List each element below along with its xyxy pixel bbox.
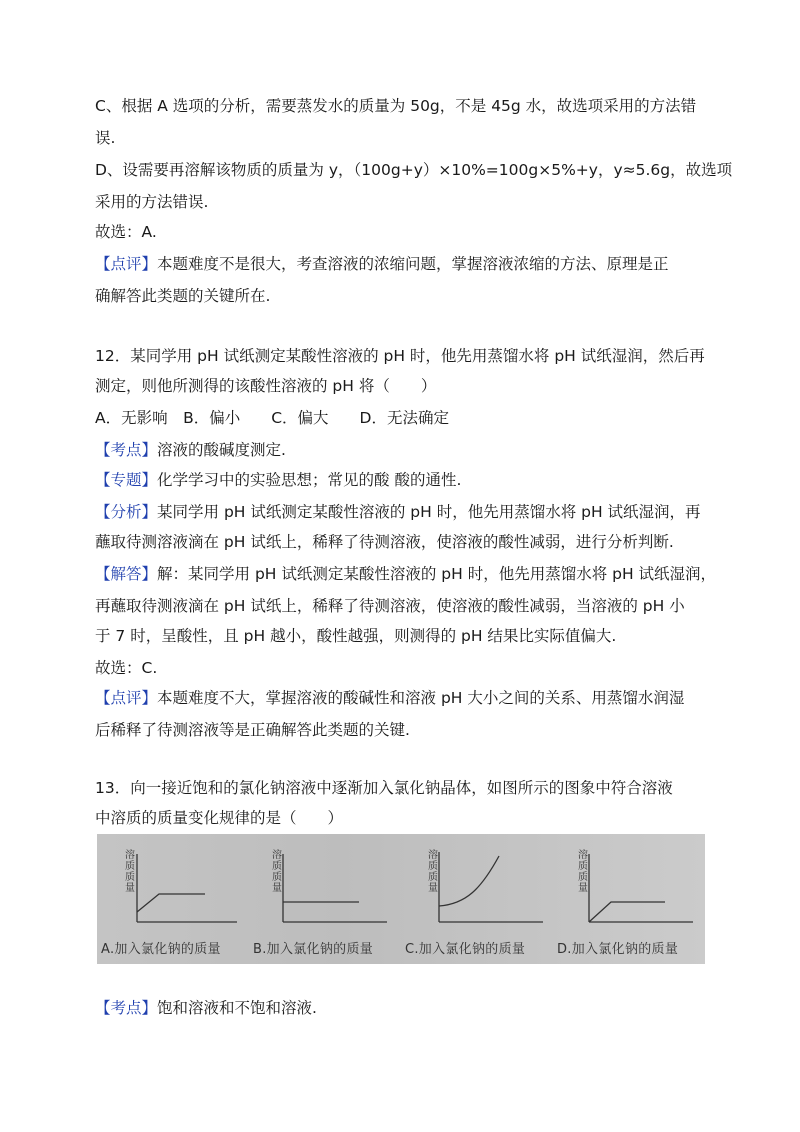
kaodian-text: 饱和溶液和不饱和溶液.	[157, 999, 317, 1017]
jieda-12-line-2: 再蘸取待测液滴在 pH 试纸上，稀释了待测溶液，使溶液的酸性减弱，当溶液的 pH 小	[95, 597, 685, 615]
fenxi-text: 某同学用 pH 试纸测定某酸性溶液的 pH 时，他先用蒸馏水将 pH 试纸湿润，再	[157, 503, 701, 521]
y-axis-label: 溶 质 质 量	[428, 850, 438, 894]
kaodian-12	[95, 438, 286, 462]
jieda-12-line-1	[95, 562, 716, 586]
y-axis-label: 溶 质 质 量	[125, 850, 135, 894]
graph-panel-d	[553, 834, 705, 964]
option-c-line-2: 误.	[95, 129, 116, 147]
graph-panel-b	[249, 834, 401, 964]
graph-panel-a	[97, 834, 249, 964]
comment-tag: 【点评】	[95, 689, 158, 707]
graph-b-caption: B.加入氯化钠的质量	[253, 942, 374, 957]
graph-options-photo	[97, 834, 705, 964]
graph-a-caption: A.加入氯化钠的质量	[101, 942, 221, 957]
comment-text: 本题难度不是很大，考查溶液的浓缩问题，掌握溶液浓缩的方法、原理是正	[157, 255, 669, 273]
kaodian-text: 溶液的酸碱度测定.	[157, 441, 286, 459]
option-c-line-1: C、根据 A 选项的分析，需要蒸发水的质量为 50g，不是 45g 水，故选项采用的方法错	[95, 97, 697, 115]
comment-text: 本题难度不大，掌握溶液的酸碱性和溶液 pH 大小之间的关系、用蒸馏水润湿	[157, 689, 685, 707]
jieda-tag: 【解答】	[95, 565, 158, 583]
graph-c-caption: C.加入氯化钠的质量	[405, 942, 526, 957]
jieda-text: 解：某同学用 pH 试纸测定某酸性溶液的 pH 时，他先用蒸馏水将 pH 试纸湿润，	[157, 565, 717, 583]
y-axis-label: 溶 质 质 量	[578, 850, 588, 894]
question-12-options: A．无影响 B．偏小 C．偏大 D．无法确定	[95, 409, 449, 427]
comment-11-line-1	[95, 252, 669, 276]
option-d-line-2: 采用的方法错误.	[95, 193, 209, 211]
comment-11-line-2: 确解答此类题的关键所在.	[95, 287, 271, 305]
jieda-12-line-3: 于 7 时，呈酸性，且 pH 越小，酸性越强，则测得的 pH 结果比实际值偏大.	[95, 627, 617, 645]
fenxi-12-line-2: 蘸取待测溶液滴在 pH 试纸上，稀释了待测溶液，使溶液的酸性减弱，进行分析判断.	[95, 533, 674, 551]
comment-tag: 【点评】	[95, 255, 158, 273]
question-12-line-2: 测定，则他所测得的该酸性溶液的 pH 将（ ）	[95, 377, 437, 395]
option-d-line-1: D、设需要再溶解该物质的质量为 y，（100g+y）×10%=100g×5%+y，y≈5.6g，故选项	[95, 161, 733, 179]
fenxi-12-line-1	[95, 500, 701, 524]
graph-panel-c	[401, 834, 553, 964]
question-13-line-1: 13．向一接近饱和的氯化钠溶液中逐渐加入氯化钠晶体，如图所示的图象中符合溶液	[95, 779, 673, 797]
question-12-line-1: 12．某同学用 pH 试纸测定某酸性溶液的 pH 时，他先用蒸馏水将 pH 试纸湿润，然后再	[95, 347, 705, 365]
kaodian-13	[95, 996, 317, 1020]
comment-12-line-2: 后稀释了待测溶液等是正确解答此类题的关键.	[95, 721, 410, 739]
answer-line-12: 故选：C.	[95, 659, 158, 677]
kaodian-tag: 【考点】	[95, 999, 158, 1017]
kaodian-tag: 【考点】	[95, 441, 158, 459]
zhuanti-text: 化学学习中的实验思想；常见的酸 酸的通性.	[157, 471, 462, 489]
zhuanti-tag: 【专题】	[95, 471, 158, 489]
answer-line-11: 故选：A.	[95, 223, 157, 241]
zhuanti-12	[95, 468, 461, 492]
y-axis-label: 溶 质 质 量	[272, 850, 282, 894]
comment-12-line-1	[95, 686, 684, 710]
graph-d-caption: D.加入氯化钠的质量	[557, 942, 679, 957]
fenxi-tag: 【分析】	[95, 503, 158, 521]
question-13-line-2: 中溶质的质量变化规律的是（ ）	[95, 809, 344, 827]
